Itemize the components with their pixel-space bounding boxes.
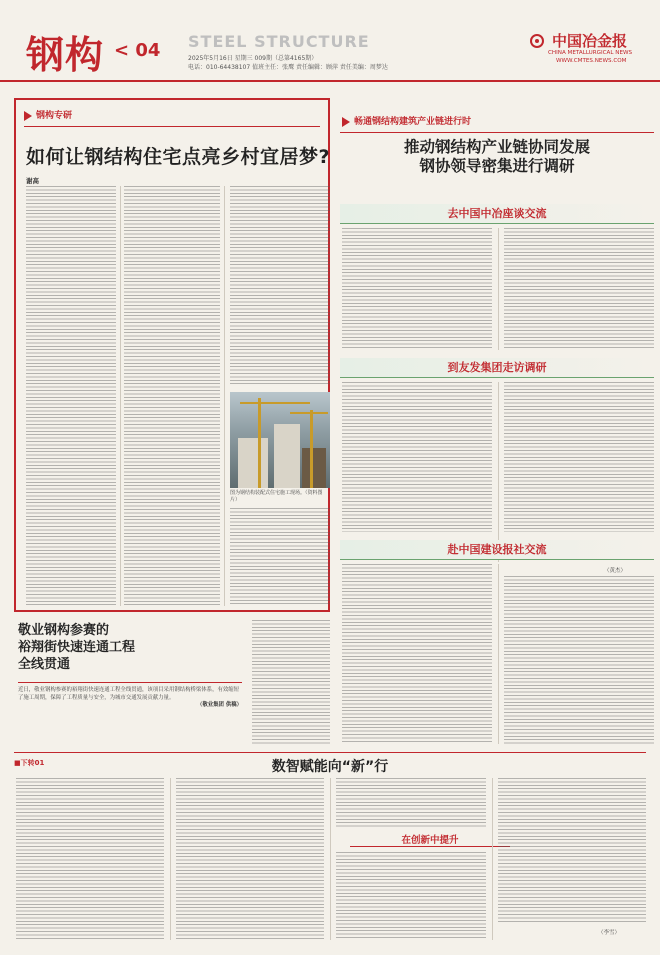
right-article-tag: 畅通钢结构建筑产业链进行时 [342, 114, 642, 130]
column-rule [330, 778, 331, 940]
article-text-column [336, 852, 486, 940]
bottom-subhead: 在创新中提升 [401, 835, 459, 846]
left-article-headline: 如何让钢结构住宅点亮乡村宜居梦? [26, 146, 331, 168]
bottom-article-byline: （李雪） [598, 930, 621, 936]
article-text-column [336, 778, 486, 828]
article-text-column [230, 508, 330, 606]
left-article-tag: 钢构专研 [24, 108, 144, 124]
column-rule [120, 186, 121, 606]
headline-line: 钢协领导密集进行调研 [419, 157, 575, 175]
column-rule [224, 186, 225, 606]
masthead [0, 0, 660, 82]
construction-photo [230, 392, 330, 488]
subhead-bar [340, 540, 654, 560]
left-article-byline: 谢高 [26, 177, 39, 185]
article-text-column [504, 228, 654, 350]
promo-title-line: 敬业钢构参赛的 [18, 623, 110, 638]
right-article-headline [340, 138, 654, 176]
article-text-column [342, 564, 492, 744]
section-title: 钢构 [26, 33, 105, 77]
article-text-column [176, 778, 324, 940]
column-rule [498, 564, 499, 744]
issue-date-line: 2025年5月16日 星期三 009期（总第4165期） [188, 55, 318, 62]
subhead-bar [340, 204, 654, 224]
subhead-text: 赴中国建设报社交流 [447, 543, 547, 556]
bottom-section-rule [14, 752, 646, 753]
subhead-bar [340, 358, 654, 378]
promo-title-line: 裕翔街快速连通工程 [18, 640, 136, 655]
subhead-rule [350, 846, 510, 847]
article-text-column [230, 186, 330, 386]
column-rule [498, 382, 499, 562]
article-text-column [342, 228, 492, 350]
page-number-value: 04 [135, 40, 161, 61]
newspaper-name-en: CHINA METALLURGICAL NEWS [548, 50, 633, 56]
article-text-column [124, 186, 220, 606]
right-article-signoff: （黄杰） [604, 568, 627, 574]
newspaper-logo: 中国冶金报 [552, 32, 628, 50]
photo-caption: 图为钢结构装配式住宅施工现场。（资料图片） [230, 490, 323, 503]
article-text-column [498, 778, 646, 924]
column-rule [170, 778, 171, 940]
tag-rule [24, 126, 320, 127]
promo-credit: （敬业集团 供稿） [196, 702, 242, 709]
headline-line: 推动钢结构产业链协同发展 [403, 138, 590, 156]
article-text-column [26, 186, 116, 606]
bottom-page-tag: ■下转01 [14, 759, 45, 767]
promo-box [14, 620, 244, 742]
section-title-en: STEEL STRUCTURE [188, 32, 370, 51]
article-text-column [342, 382, 492, 532]
column-rule [492, 778, 493, 940]
promo-title [18, 622, 242, 673]
brand-seal-icon [530, 34, 544, 48]
subhead-text: 到友发集团走访调研 [447, 361, 547, 374]
promo-body [18, 682, 242, 730]
page-number: < 04 [114, 40, 161, 61]
column-rule [498, 228, 499, 350]
article-text-column [504, 576, 654, 744]
tag-rule [340, 132, 654, 133]
promo-title-line: 全线贯通 [18, 657, 71, 672]
left-article [14, 98, 330, 612]
article-text-column [16, 778, 164, 940]
subhead-text: 去中国中冶座谈交流 [447, 207, 547, 220]
editor-line: 电话：010-64438107 值班主任：张鹰 责任编辑：顾萍 责任美编：周梦达 [188, 64, 388, 71]
newspaper-url: WWW.CMTES.NEWS.COM [556, 58, 627, 64]
article-text-column [252, 620, 330, 744]
promo-body-text: 近日，敬业钢构参赛的裕翔街快速连通工程全线贯通，该项目采用钢结构桥梁体系，有效缩短了施工周期，保障了工程质量与安全，为城市交通发展贡献力量。 [18, 687, 240, 701]
bottom-article-headline: 数智赋能向“新”行 [271, 759, 389, 775]
article-text-column [504, 382, 654, 532]
